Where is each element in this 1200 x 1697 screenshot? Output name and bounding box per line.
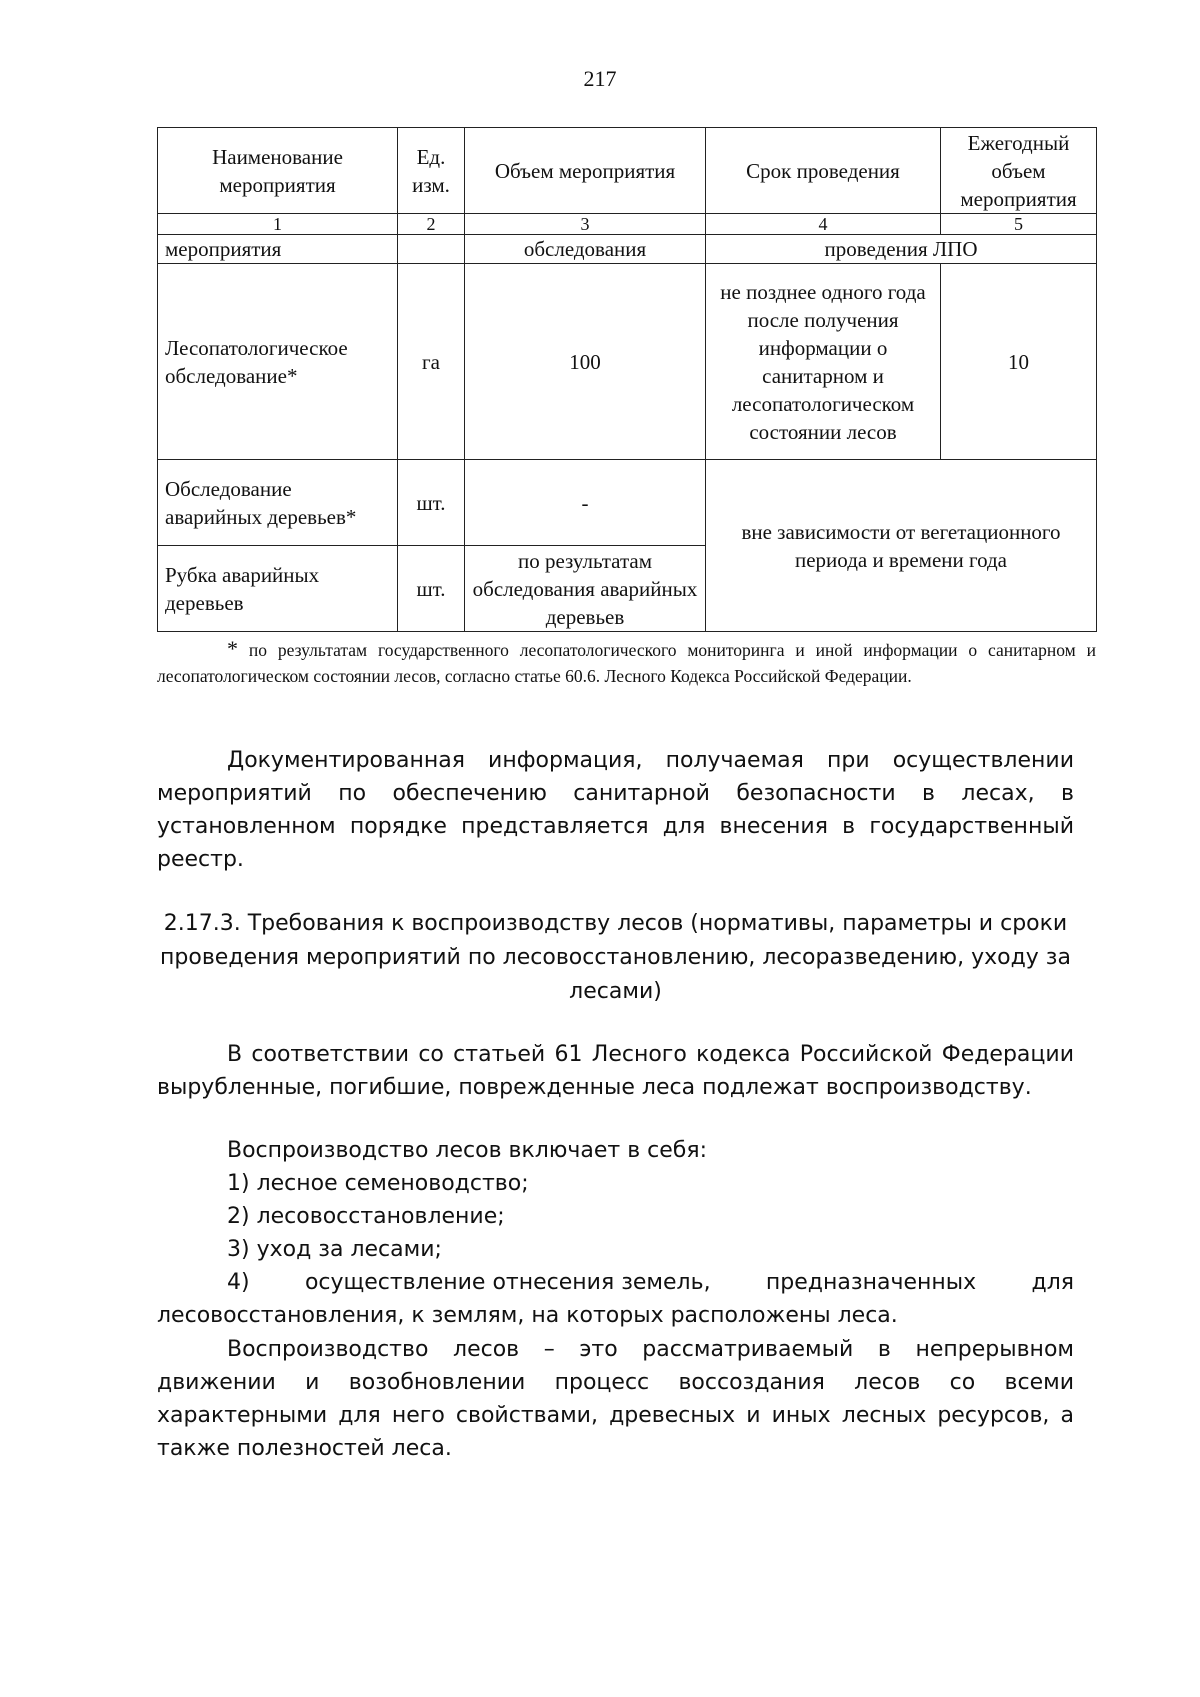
list-item: 2) лесовосстановление; [227, 1204, 505, 1229]
section-heading: 2.17.3. Требования к воспроизводству лесов (нормативы, параметры и сроки проведения мероприятий по лесовосстановлению, лесоразведению, уходу за лесами) [160, 911, 1071, 1004]
col-number: 4 [706, 214, 941, 235]
row-volume: обследования [465, 235, 706, 264]
header-volume: Объем мероприятия [465, 128, 706, 214]
header-annual: Ежегодный объем мероприятия [941, 128, 1097, 214]
row-volume: - [465, 460, 706, 546]
list-item: 1) лесное семеноводство; [227, 1171, 529, 1196]
table-header-row [158, 128, 1097, 214]
list-item: 3) уход за лесами; [227, 1237, 442, 1262]
footnote-text: по результатам государственного лесопатологического мониторинга и иной информации о санитарном и лесопатологическом состоянии лесов, согласно статье 60.6. Лесного Кодекса Российской Федерации. [157, 640, 1096, 686]
paragraph: Документированная информация, получаемая при осуществлении мероприятий по обеспечению санитарной безопасности в лесах, в установленном порядке представляется для внесения в государственный реестр. [157, 748, 1074, 872]
list-item-4 [157, 1266, 1074, 1332]
col-number: 2 [398, 214, 465, 235]
col-number: 5 [941, 214, 1097, 235]
page-number: 217 [583, 66, 617, 91]
row-name: Обследование аварийных деревьев* [158, 460, 398, 546]
item4-word: осуществление отнесения земель, [304, 1270, 711, 1295]
paragraph: В соответствии со статьей 61 Лесного кодекса Российской Федерации вырубленные, погибшие, поврежденные леса подлежат воспроизводству. [157, 1042, 1074, 1100]
row-term: не позднее одного года после получения информации о санитарном и лесопатологическом состоянии лесов [706, 264, 941, 460]
row-name: Лесопатологическое обследование* [158, 264, 398, 460]
row-term: проведения ЛПО [706, 235, 1097, 264]
row-name: Рубка аварийных деревьев [158, 546, 398, 632]
row-volume: 100 [465, 264, 706, 460]
row-annual: 10 [941, 264, 1097, 460]
list-intro: Воспроизводство лесов включает в себя: [227, 1138, 707, 1163]
item4-word: предназначенных [765, 1270, 977, 1295]
measures-table [157, 127, 1097, 632]
row-unit [398, 235, 465, 264]
item4-word: для [1031, 1270, 1074, 1295]
row-term: вне зависимости от вегетационного периода и времени года [706, 460, 1097, 632]
row-unit: шт. [398, 460, 465, 546]
col-number: 1 [158, 214, 398, 235]
col-number: 3 [465, 214, 706, 235]
header-name: Наименование мероприятия [158, 128, 398, 214]
table-row [158, 460, 1097, 546]
table-row [158, 264, 1097, 460]
row-volume: по результатам обследования аварийных деревьев [465, 546, 706, 632]
row-unit: га [398, 264, 465, 460]
row-name: мероприятия [158, 235, 398, 264]
row-unit: шт. [398, 546, 465, 632]
header-term: Срок проведения [706, 128, 941, 214]
table-column-numbers [158, 214, 1097, 235]
footnote-marker: * [227, 636, 238, 661]
item4-continuation: лесовосстановления, к землям, на которых расположены леса. [157, 1303, 898, 1328]
table-footnote [157, 636, 1096, 689]
header-unit: Ед. изм. [398, 128, 465, 214]
paragraph: Воспроизводство лесов – это рассматриваемый в непрерывном движении и возобновлении процесс воссоздания лесов со всеми характерными для него свойствами, древесных и иных лесных ресурсов, а также полезностей леса. [157, 1337, 1074, 1461]
item4-number: 4) [227, 1270, 250, 1295]
table-row [158, 235, 1097, 264]
